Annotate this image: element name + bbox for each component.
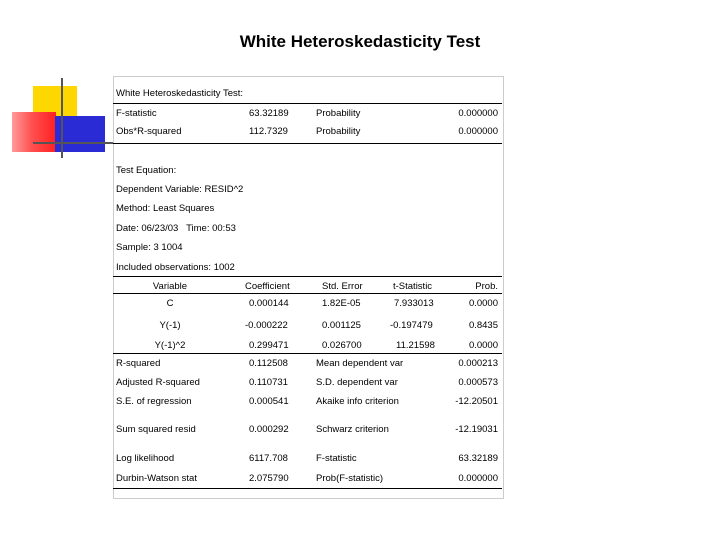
equation-label: Test Equation: [116, 165, 177, 176]
coef-prob: 0.0000 [468, 340, 498, 351]
coef-std-error: 1.82E-05 [322, 298, 361, 309]
coef-std-error: 0.001125 [322, 320, 361, 331]
stat-label: Adjusted R-squared [116, 377, 200, 388]
test-header-label: White Heteroskedasticity Test: [116, 88, 244, 99]
stat-label: Sum squared resid [116, 424, 196, 435]
dependent-variable: Dependent Variable: RESID^2 [116, 184, 244, 195]
coef-prob: 0.8435 [468, 320, 498, 331]
stat-label: S.E. of regression [116, 396, 192, 407]
stat-label: Schwarz criterion [316, 424, 389, 435]
test-prob-label: Probability [316, 108, 361, 119]
coef-variable: Y(-1)^2 [154, 340, 186, 351]
included-observations: Included observations: 1002 [116, 262, 235, 273]
divider [113, 276, 502, 277]
stat-value: 2.075790 [249, 473, 289, 484]
test-prob: 0.000000 [458, 108, 498, 119]
stat-value: 0.000292 [249, 424, 289, 435]
stat-label: Durbin-Watson stat [116, 473, 197, 484]
coef-variable: C [166, 298, 174, 309]
decor-horizontal-line [33, 142, 113, 144]
test-value: 63.32189 [249, 108, 289, 119]
col-coefficient: Coefficient [245, 281, 290, 292]
divider [113, 293, 502, 294]
divider [113, 353, 502, 354]
stat-value: -12.19031 [455, 424, 498, 435]
stat-value: -12.20501 [455, 396, 498, 407]
test-value: 112.7329 [249, 126, 288, 137]
test-name: Obs*R-squared [116, 126, 182, 137]
col-variable: Variable [152, 281, 188, 292]
date-time: Date: 06/23/03 Time: 00:53 [116, 223, 236, 234]
stat-label: F-statistic [316, 453, 357, 464]
method: Method: Least Squares [116, 203, 215, 214]
test-prob-label: Probability [316, 126, 361, 137]
divider [113, 488, 502, 489]
coef-coefficient: -0.000222 [245, 320, 288, 331]
stat-value: 63.32189 [458, 453, 498, 464]
stat-value: 0.000000 [458, 473, 498, 484]
coef-coefficient: 0.299471 [249, 340, 289, 351]
coef-t-statistic: -0.197479 [390, 320, 433, 331]
stat-value: 0.110731 [249, 377, 288, 388]
col-std-error: Std. Error [322, 281, 363, 292]
coef-std-error: 0.026700 [322, 340, 362, 351]
stat-value: 0.000213 [458, 358, 498, 369]
coef-variable: Y(-1) [159, 320, 181, 331]
stat-value: 0.000541 [249, 396, 289, 407]
stat-label: Mean dependent var [316, 358, 404, 369]
test-prob: 0.000000 [458, 126, 498, 137]
decor-vertical-line [61, 78, 63, 158]
col-prob: Prob. [475, 281, 498, 292]
stat-value: 0.000573 [458, 377, 498, 388]
stat-value: 0.112508 [249, 358, 288, 369]
stat-label: S.D. dependent var [316, 377, 398, 388]
coef-t-statistic: 7.933013 [394, 298, 434, 309]
divider [113, 103, 502, 104]
page-title: White Heteroskedasticity Test [239, 32, 481, 51]
coef-prob: 0.0000 [468, 298, 498, 309]
stat-value: 6117.708 [249, 453, 288, 464]
stat-label: Prob(F-statistic) [316, 473, 384, 484]
stat-label: R-squared [116, 358, 161, 369]
stat-label: Akaike info criterion [316, 396, 399, 407]
divider [113, 143, 502, 144]
sample: Sample: 3 1004 [116, 242, 183, 253]
decor-red-square [12, 112, 56, 152]
coef-coefficient: 0.000144 [249, 298, 289, 309]
stat-label: Log likelihood [116, 453, 175, 464]
test-name: F-statistic [116, 108, 157, 119]
coef-t-statistic: 11.21598 [396, 340, 435, 351]
col-t-statistic: t-Statistic [393, 281, 433, 292]
